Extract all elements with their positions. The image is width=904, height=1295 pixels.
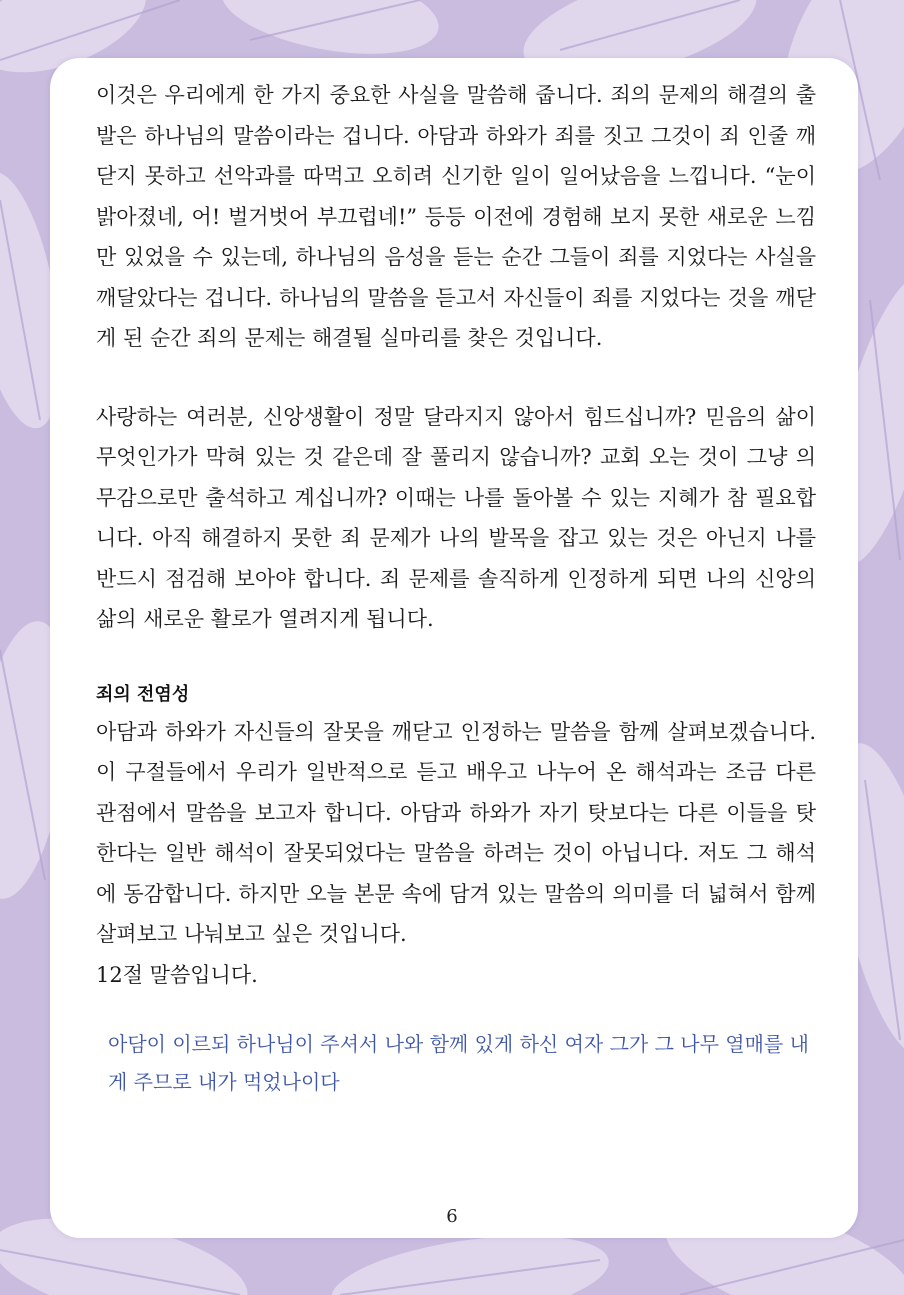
paragraph-gap: [96, 995, 816, 1025]
paragraph-gap: [96, 359, 816, 397]
paragraph-3: 아담과 하와가 자신들의 잘못을 깨닫고 인정하는 말씀을 함께 살펴보겠습니다. 이 구절들에서 우리가 일반적으로 듣고 배우고 나누어 온 해석과는 조금 다른 관점에서 말씀을 보고자 합니다. 아담과 하와가 자기 탓보다는 다른 이들을 탓한다는 일반 해석이 잘못되었다는 말씀을 하려는 것이 아닙니다. 저도 그 해석에 동감합니다. 하지만 오늘 본문 속에 담겨 있는 말씀의 의미를 더 넓혀서 함께 살펴보고 나눠보고 싶은 것입니다.: [96, 719, 816, 946]
paragraph-3-tail: 12절 말씀입니다.: [96, 962, 258, 987]
paragraph-2: 사랑하는 여러분, 신앙생활이 정말 달라지지 않아서 힘드십니까? 믿음의 삶이 무엇인가가 막혀 있는 것 같은데 잘 풀리지 않습니까? 교회 오는 것이 그냥 의무감으로만 출석하고 계십니까? 이때는 나를 돌아볼 수 있는 지혜가 참 필요합니다. 아직 해결하지 못한 죄 문제가 나의 발목을 잡고 있는 것은 아닌지 나를 반드시 점검해 보아야 합니다. 죄 문제를 솔직하게 인정하게 되면 나의 신앙의 삶의 새로운 활로가 열려지게 됩니다.: [96, 404, 816, 631]
section-heading: 죄의 전염성: [96, 683, 190, 705]
document-body: [96, 75, 816, 1101]
paragraph-1: 이것은 우리에게 한 가지 중요한 사실을 말씀해 줍니다. 죄의 문제의 해결의 출발은 하나님의 말씀이라는 겁니다. 아담과 하와가 죄를 짓고 그것이 죄 인줄 깨닫지 못하고 선악과를 따먹고 오히려 신기한 일이 일어났음을 느낍니다. “눈이 밝아졌네, 어! 벌거벗어 부끄럽네!” 등등 이전에 경험해 보지 못한 새로운 느낌만 있었을 수 있는데, 하나님의 음성을 듣는 순간 그들이 죄를 지었다는 사실을 깨달았다는 겁니다. 하나님의 말씀을 듣고서 자신들이 죄를 지었다는 것을 깨닫게 된 순간 죄의 문제는 해결될 실마리를 찾은 것입니다.: [96, 83, 816, 350]
paragraph-gap: [96, 640, 816, 678]
page-number: 6: [446, 1206, 458, 1227]
scripture-verse: 아담이 이르되 하나님이 주셔서 나와 함께 있게 하신 여자 그가 그 나무 열매를 내게 주므로 내가 먹었나이다: [108, 1032, 809, 1094]
